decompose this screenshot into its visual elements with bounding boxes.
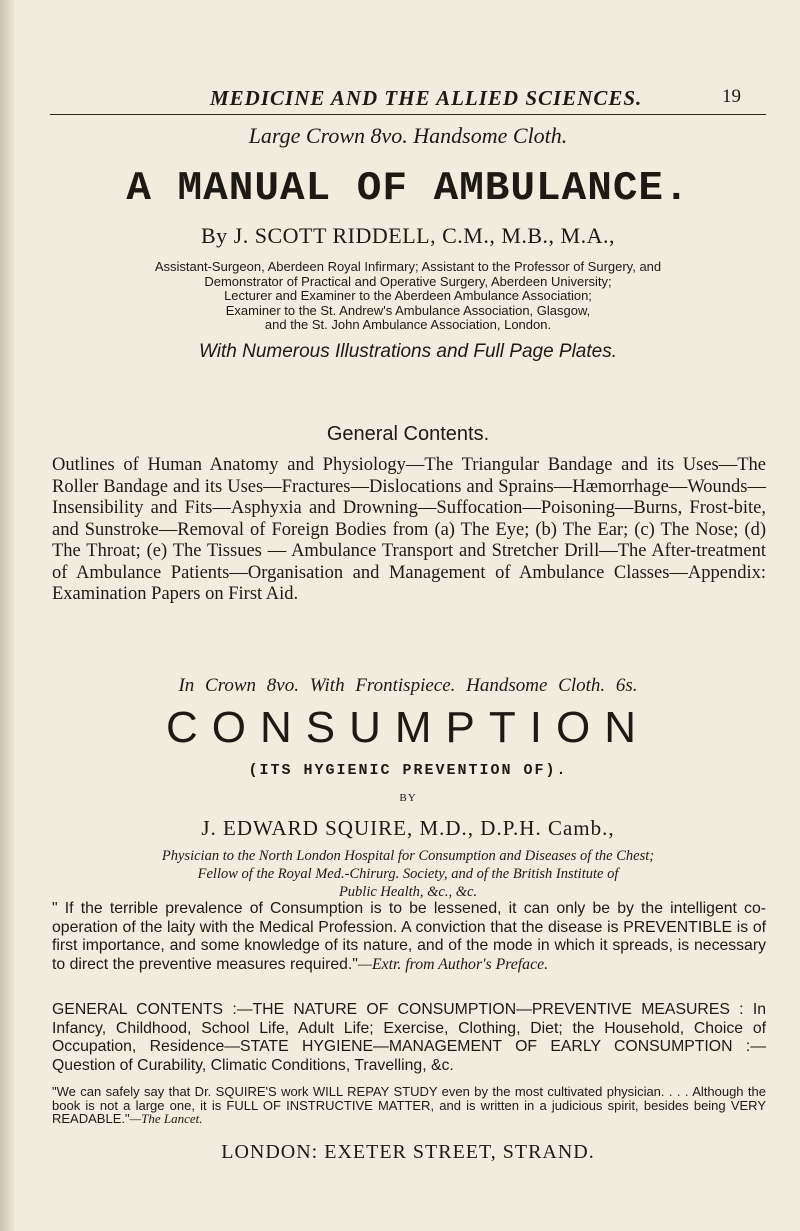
ambulance-title: A MANUAL OF AMBULANCE.	[126, 166, 690, 212]
ambulance-byline: By J. SCOTT RIDDELL, C.M., M.B., M.A.,	[200, 223, 616, 248]
credential-line: Demonstrator of Practical and Operative Surgery, Aberdeen University;	[204, 273, 612, 289]
ambulance-contents: Outlines of Human Anatomy and Physiology—The Triangular Bandage and its Uses—The Roller Bandage and its Uses—Fractures—Dislocations and Sprains—Hæmorrhage—Wounds—Insensibility and Fits—Asphyxia and Drowning—Suffocation—Poisoning—Burns, Frost-bite, and Sunstroke—Removal of Foreign Bodies from (a) The Eye; (b) The Ear; (c) The Nose; (d) The Throat; (e) The Tissues — Ambulance Transport and Stretcher Drill—The After-treatment of Ambulance Patients—Organisation and Management of Ambulance Classes—Appendix: Examination Papers on First Aid.	[52, 455, 766, 604]
page-number: 19	[722, 86, 741, 107]
credential-line: Assistant-Surgeon, Aberdeen Royal Infirmary; Assistant to the Professor of Surgery, and	[154, 259, 662, 274]
consumption-by: BY	[399, 792, 417, 804]
consumption-credentials	[48, 847, 768, 901]
author-preface-quote	[52, 900, 766, 974]
quote-source: —Extr. from Author's Preface.	[357, 955, 549, 973]
ambulance-illustrations: With Numerous Illustrations and Full Page Plates.	[198, 341, 618, 362]
credential-line: Fellow of the Royal Med.-Chirurg. Society, and of the British Institute of	[197, 866, 619, 882]
publisher-imprint: LONDON: EXETER STREET, STRAND.	[221, 1141, 595, 1163]
lancet-review	[52, 1085, 766, 1126]
consumption-byline: J. EDWARD SQUIRE, M.D., D.P.H. Camb.,	[201, 816, 615, 840]
consumption-format: In Crown 8vo. With Frontispiece. Handsome Cloth. 6s.	[178, 675, 638, 696]
ambulance-credentials	[48, 260, 768, 333]
running-title: MEDICINE AND THE ALLIED SCIENCES.	[210, 86, 643, 110]
ambulance-contents-heading: General Contents.	[326, 423, 490, 445]
quote-text: " If the terrible prevalence of Consumption is to be lessened, it can only be by the intelligent co-operation of the laity with the Medical Profession. A conviction that the disease is PREVENTIBLE is of first importance, and some knowledge of its nature, and of the mode in which it spreads, is necessary to direct the preventive measures required."	[52, 900, 766, 973]
consumption-contents: GENERAL CONTENTS :—THE NATURE OF CONSUMPTION—PREVENTIVE MEASURES : In Infancy, Childhood, School Life, Adult Life; Exercise, Clothing, Diet; the Household, Choice of Occupation, Residence—STATE HYGIENE—MANAGEMENT OF EARLY CONSUMPTION :—Question of Curability, Climatic Conditions, Travelling, &c.	[52, 1001, 766, 1074]
review-text: "We can safely say that Dr. SQUIRE'S work WILL REPAY STUDY even by the most cultivated physician. . . . Although the book is not a large one, it is FULL OF INSTRUCTIVE MATTER, and is written in a judicious spirit, besides being VERY READABLE."	[52, 1084, 766, 1126]
consumption-subtitle: (ITS HYGIENIC PREVENTION OF).	[248, 762, 568, 779]
consumption-title: CONSUMPTION	[166, 703, 650, 752]
page-binding-shadow	[0, 0, 14, 1231]
credential-line: Lecturer and Examiner to the Aberdeen Ambulance Association;	[224, 288, 592, 304]
credential-line: Examiner to the St. Andrew's Ambulance Association, Glasgow,	[225, 302, 591, 318]
header-rule	[50, 114, 766, 115]
credential-line: Physician to the North London Hospital for Consumption and Diseases of the Chest;	[161, 848, 655, 864]
credential-line: Public Health, &c., &c.	[338, 884, 478, 900]
review-source: —The Lancet.	[129, 1111, 203, 1126]
credential-line: and the St. John Ambulance Association, London.	[264, 317, 552, 333]
ambulance-format: Large Crown 8vo. Handsome Cloth.	[248, 123, 568, 148]
